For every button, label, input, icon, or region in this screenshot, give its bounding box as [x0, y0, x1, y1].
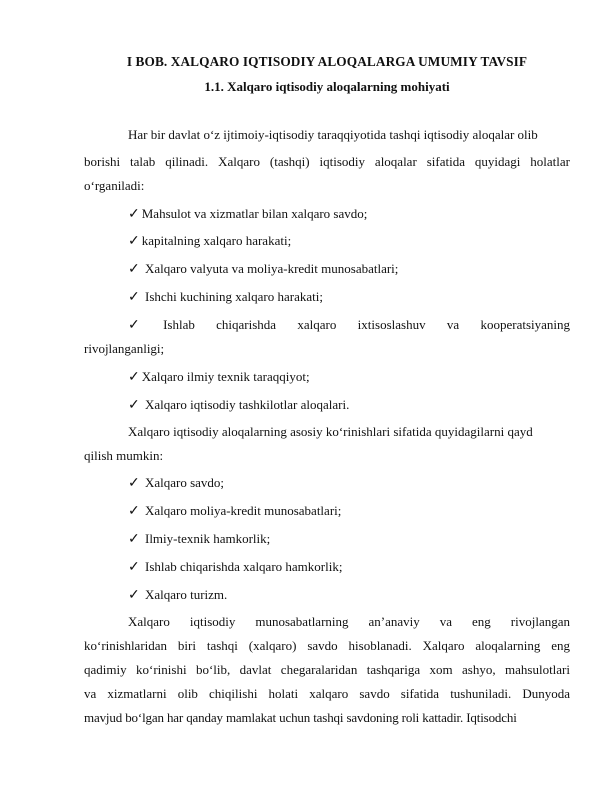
para3-line-4: va xizmatlarni olib chiqilishi holati xalqaro savdo sifatida tushuniladi. Dunyoda: [84, 686, 570, 701]
para2-line-2: qilish mumkin:: [84, 448, 164, 463]
list-item-text: Ishlab chiqarishda xalqaro ixtisoslashuv va kooperatsiyaning: [163, 317, 571, 332]
chapter-title: I BOB. XALQARO IQTISODIY ALOQALARGA UMUMIY TAVSIF: [126, 54, 528, 69]
list-item-text: Xalqaro valyuta va moliya-kredit munosabatlari;: [141, 261, 399, 276]
list-item-text: Xalqaro savdo;: [141, 475, 225, 490]
list-item-text: Mahsulot va xizmatlar bilan xalqaro savdo;: [141, 206, 368, 221]
list-item: [128, 475, 570, 492]
list-item: [128, 317, 570, 334]
list-item: [128, 233, 570, 250]
checkmark-icon: ✓: [128, 234, 140, 249]
list-item: [128, 503, 570, 520]
para3-line-2: ko‘rinishlaridan biri tashqi (xalqaro) savdo hisoblanadi. Xalqaro aloqalarning eng: [84, 638, 570, 653]
checkmark-icon: ✓: [128, 290, 140, 305]
list-item: [128, 289, 570, 306]
list-item-text: Ilmiy-texnik hamkorlik;: [141, 531, 271, 546]
checkmark-icon: ✓: [128, 318, 140, 333]
list-item-text: Xalqaro turizm.: [141, 587, 228, 602]
checkmark-icon: ✓: [128, 207, 140, 222]
para3-line-3: qadimiy ko‘rinishi bo‘lib, davlat chegaralaridan tashqariga xom ashyo, mahsulotlari: [84, 662, 570, 677]
para3-line-1: Xalqaro iqtisodiy munosabatlarning an’anaviy va eng rivojlangan: [128, 614, 570, 629]
intro-line-3: o‘rganiladi:: [84, 178, 145, 193]
section-title: 1.1. Xalqaro iqtisodiy aloqalarning mohiyati: [204, 79, 450, 94]
list-item: [128, 587, 570, 604]
checkmark-icon: ✓: [128, 588, 140, 603]
checkmark-icon: ✓: [128, 504, 140, 519]
checkmark-icon: ✓: [128, 560, 140, 575]
list-item: [128, 531, 570, 548]
list-item-text: kapitalning xalqaro harakati;: [141, 233, 292, 248]
list-item-text: Xalqaro iqtisodiy tashkilotlar aloqalari.: [141, 397, 350, 412]
para2-line-1: Xalqaro iqtisodiy aloqalarning asosiy ko‘rinishlari sifatida quyidagilarni qayd: [128, 424, 533, 439]
checkmark-icon: ✓: [128, 370, 140, 385]
list-item: [128, 206, 570, 223]
para3-line-5: mavjud bo‘lgan har qanday mamlakat uchun tashqi savdoning roli kattadir. Iqtisodchi: [84, 710, 517, 725]
list-item: [128, 369, 570, 386]
checkmark-icon: ✓: [128, 476, 140, 491]
list-item: [128, 397, 570, 414]
list-item: [128, 559, 570, 576]
list-item-continuation: rivojlanganligi;: [84, 341, 165, 356]
list-item-text: Ishlab chiqarishda xalqaro hamkorlik;: [141, 559, 343, 574]
list-item-text: Ishchi kuchining xalqaro harakati;: [141, 289, 323, 304]
checkmark-icon: ✓: [128, 532, 140, 547]
list-item-text: Xalqaro ilmiy texnik taraqqiyot;: [141, 369, 310, 384]
intro-line-1: Har bir davlat o‘z ijtimoiy-iqtisodiy taraqqiyotida tashqi iqtisodiy aloqalar olib: [128, 127, 538, 142]
list-item-text: Xalqaro moliya-kredit munosabatlari;: [141, 503, 342, 518]
checkmark-icon: ✓: [128, 262, 140, 277]
checkmark-icon: ✓: [128, 398, 140, 413]
list-item: [128, 261, 570, 278]
intro-line-2: borishi talab qilinadi. Xalqaro (tashqi) iqtisodiy aloqalar sifatida quyidagi holatlar: [84, 154, 570, 169]
